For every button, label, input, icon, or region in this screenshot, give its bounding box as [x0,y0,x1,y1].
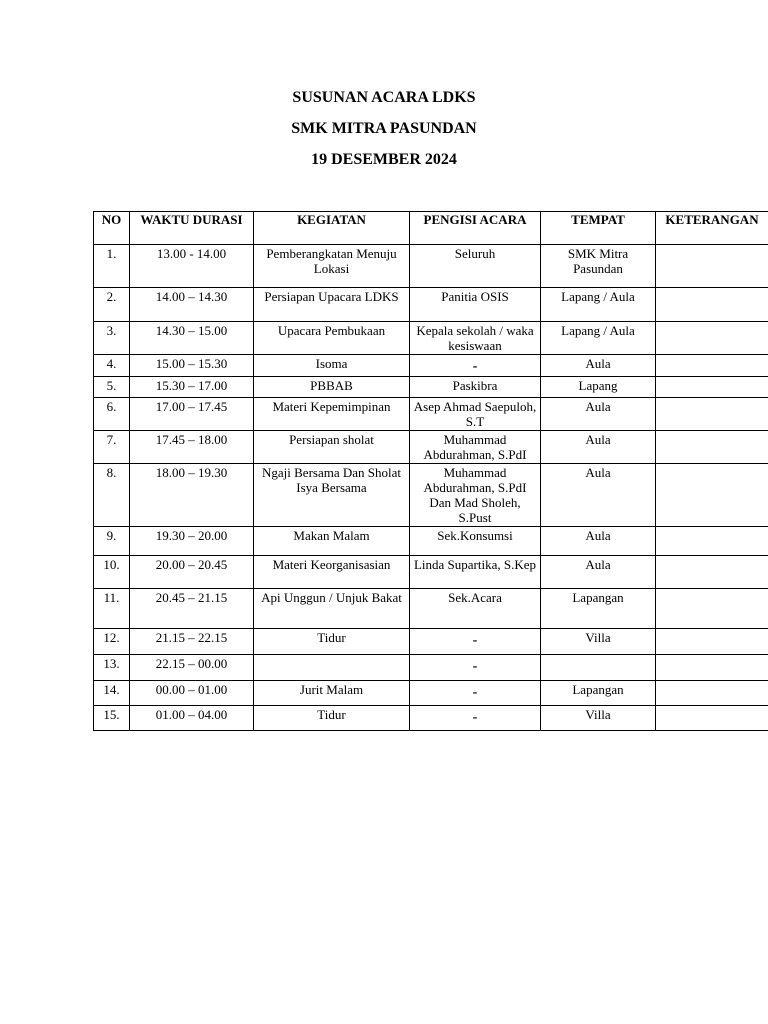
cell-tempat: Aula [541,556,656,589]
cell-tempat: Lapang / Aula [541,322,656,355]
table-row [94,288,768,322]
cell-kegiatan: Makan Malam [254,527,410,556]
cell-keterangan [656,681,768,706]
cell-keterangan [656,589,768,629]
cell-tempat: Aula [541,398,656,431]
cell-pengisi: Linda Supartika, S.Kep [410,556,541,589]
event-date: 19 DESEMBER 2024 [311,151,457,168]
header-pengisi-acara: PENGISI ACARA [410,212,541,245]
table-row [94,589,768,629]
table-row [94,322,768,355]
cell-no: 11. [94,589,130,629]
table-row [94,377,768,398]
cell-no: 2. [94,288,130,322]
cell-kegiatan: Jurit Malam [254,681,410,706]
cell-no: 5. [94,377,130,398]
cell-waktu: 14.30 – 15.00 [130,322,254,355]
cell-tempat: Lapangan [541,681,656,706]
cell-waktu: 14.00 – 14.30 [130,288,254,322]
cell-waktu: 18.00 – 19.30 [130,464,254,527]
cell-keterangan [656,629,768,655]
cell-kegiatan: Tidur [254,706,410,731]
cell-no: 13. [94,655,130,681]
cell-no: 9. [94,527,130,556]
document-title: SUSUNAN ACARA LDKS [292,89,476,106]
table-row [94,431,768,464]
cell-pengisi: Seluruh [410,245,541,288]
cell-kegiatan: Persiapan Upacara LDKS [254,288,410,322]
cell-keterangan [656,556,768,589]
cell-waktu: 19.30 – 20.00 [130,527,254,556]
cell-pengisi: Kepala sekolah / waka kesiswaan [410,322,541,355]
cell-no: 4. [94,355,130,377]
cell-tempat: Aula [541,431,656,464]
cell-keterangan [656,245,768,288]
cell-kegiatan: Tidur [254,629,410,655]
cell-no: 7. [94,431,130,464]
cell-pengisi: Panitia OSIS [410,288,541,322]
cell-pengisi: Paskibra [410,377,541,398]
cell-keterangan [656,377,768,398]
cell-keterangan [656,322,768,355]
cell-dash: - [472,633,478,648]
cell-kegiatan: Upacara Pembukaan [254,322,410,355]
header-tempat: TEMPAT [541,212,656,245]
table-row [94,527,768,556]
cell-waktu: 20.00 – 20.45 [130,556,254,589]
cell-keterangan [656,431,768,464]
cell-tempat: Aula [541,464,656,527]
cell-keterangan [656,527,768,556]
cell-keterangan [656,355,768,377]
cell-keterangan [656,464,768,527]
cell-keterangan [656,398,768,431]
table-row [94,398,768,431]
cell-no: 10. [94,556,130,589]
cell-no: 6. [94,398,130,431]
table-row [94,355,768,377]
cell-tempat: Lapangan [541,589,656,629]
cell-dash: - [472,659,478,674]
cell-dash: - [472,710,478,725]
cell-no: 8. [94,464,130,527]
cell-tempat: Aula [541,355,656,377]
cell-kegiatan: PBBAB [254,377,410,398]
table-row [94,681,768,706]
cell-waktu: 01.00 – 04.00 [130,706,254,731]
cell-pengisi: Asep Ahmad Saepuloh, S.T [410,398,541,431]
header-kegiatan: KEGIATAN [254,212,410,245]
cell-kegiatan: Materi Kepemimpinan [254,398,410,431]
table-header-row [94,212,768,245]
cell-kegiatan: Materi Keorganisasian [254,556,410,589]
cell-waktu: 22.15 – 00.00 [130,655,254,681]
cell-pengisi: Muhammad Abdurahman, S.PdI Dan Mad Sholeh, S.Pust [410,464,541,527]
cell-waktu: 20.45 – 21.15 [130,589,254,629]
header-keterangan: KETERANGAN [656,212,768,245]
cell-tempat: Lapang / Aula [541,288,656,322]
cell-no: 12. [94,629,130,655]
cell-keterangan [656,288,768,322]
cell-kegiatan: Ngaji Bersama Dan Sholat Isya Bersama [254,464,410,527]
cell-waktu: 17.45 – 18.00 [130,431,254,464]
cell-kegiatan: Pemberangkatan Menuju Lokasi [254,245,410,288]
cell-pengisi [410,629,541,655]
cell-keterangan [656,706,768,731]
cell-tempat: Villa [541,706,656,731]
cell-no: 3. [94,322,130,355]
table-row [94,629,768,655]
cell-pengisi: Muhammad Abdurahman, S.PdI [410,431,541,464]
cell-pengisi [410,355,541,377]
cell-no: 15. [94,706,130,731]
cell-no: 1. [94,245,130,288]
cell-kegiatan: Isoma [254,355,410,377]
schedule-table [93,211,768,731]
cell-pengisi [410,681,541,706]
header-waktu-durasi: WAKTU DURASI [130,212,254,245]
cell-kegiatan [254,655,410,681]
table-row [94,655,768,681]
table-row [94,245,768,288]
table-row [94,556,768,589]
cell-dash: - [472,359,478,374]
cell-waktu: 13.00 - 14.00 [130,245,254,288]
schedule-body [94,245,768,731]
cell-waktu: 00.00 – 01.00 [130,681,254,706]
cell-tempat: SMK Mitra Pasundan [541,245,656,288]
cell-tempat [541,655,656,681]
cell-waktu: 17.00 – 17.45 [130,398,254,431]
cell-pengisi: Sek.Konsumsi [410,527,541,556]
table-row [94,464,768,527]
cell-pengisi [410,655,541,681]
cell-waktu: 15.30 – 17.00 [130,377,254,398]
cell-waktu: 21.15 – 22.15 [130,629,254,655]
cell-waktu: 15.00 – 15.30 [130,355,254,377]
header-no: NO [94,212,130,245]
cell-keterangan [656,655,768,681]
cell-tempat: Villa [541,629,656,655]
cell-tempat: Lapang [541,377,656,398]
cell-no: 14. [94,681,130,706]
school-name: SMK MITRA PASUNDAN [291,120,477,137]
cell-kegiatan: Persiapan sholat [254,431,410,464]
cell-pengisi [410,706,541,731]
cell-tempat: Aula [541,527,656,556]
cell-kegiatan: Api Unggun / Unjuk Bakat [254,589,410,629]
cell-pengisi: Sek.Acara [410,589,541,629]
cell-dash: - [472,685,478,700]
table-row [94,706,768,731]
